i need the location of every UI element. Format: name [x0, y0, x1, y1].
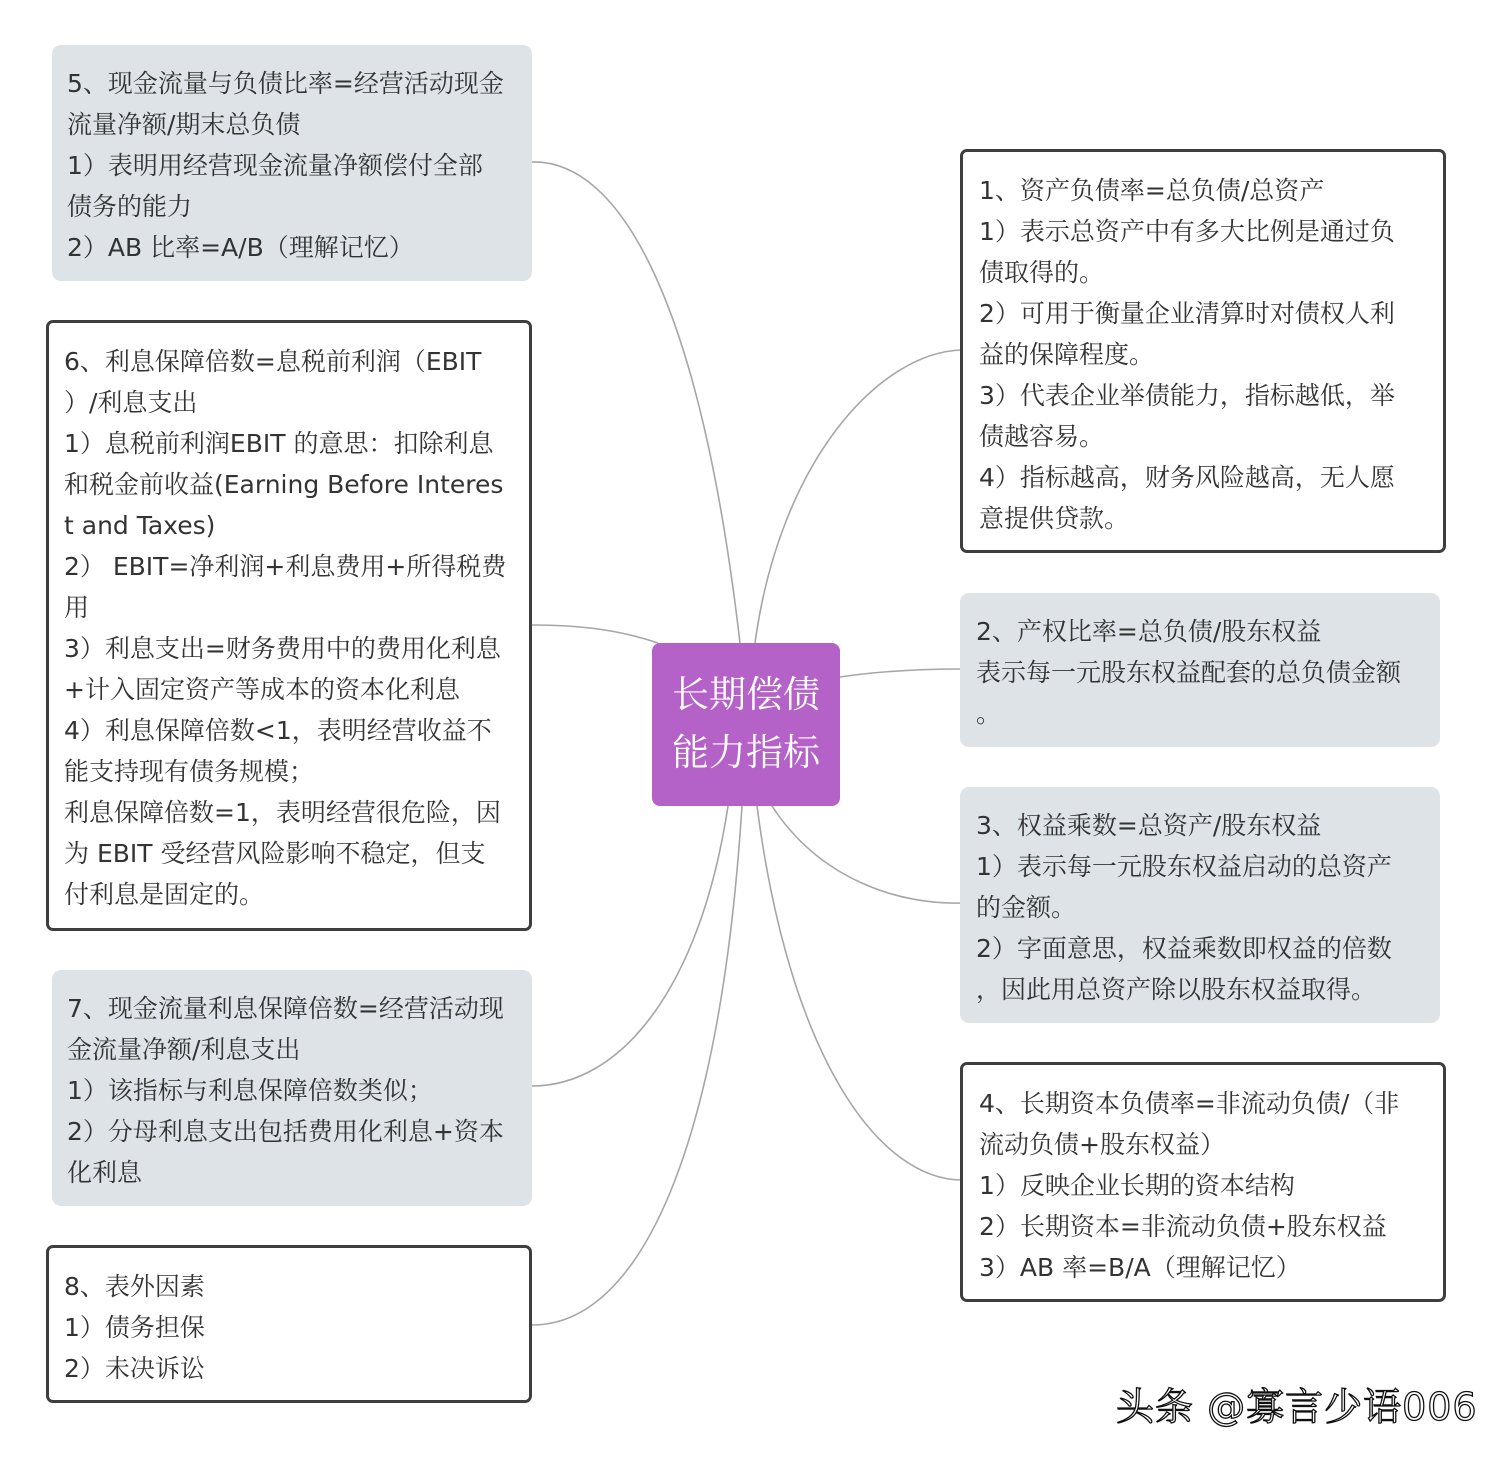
branch-7-title: 7、现金流量利息保障倍数=经营活动现: [67, 994, 504, 1023]
branch-4-line: 3）AB 率=B/A（理解记忆）: [979, 1253, 1301, 1282]
branch-4-title: 4、长期资本负债率=非流动负债/（非: [979, 1089, 1400, 1118]
branch-3-line: 1）表示每一元股东权益启动的总资产: [976, 852, 1392, 881]
branch-1-line: 益的保障程度。: [979, 340, 1155, 369]
center-topic[interactable]: [652, 643, 840, 806]
branch-2-line: 。: [976, 699, 1002, 728]
branch-6-line: 和税金前收益(Earning Before Interes: [64, 470, 504, 499]
branch-1-line: 债越容易。: [979, 422, 1105, 451]
connector-to-branch-1: [755, 350, 962, 643]
branch-2-title: 2、产权比率=总负债/股东权益: [976, 617, 1322, 646]
branch-5-line: 流量净额/期末总负债: [67, 110, 301, 139]
branch-6-line: ）/利息支出: [64, 388, 198, 417]
branch-6-line: 付利息是固定的。: [64, 880, 265, 909]
branch-1-line: 4）指标越高，财务风险越高，无人愿: [979, 463, 1395, 492]
branch-1-line: 1）表示总资产中有多大比例是通过负: [979, 217, 1395, 246]
branch-1-line: 3）代表企业举债能力，指标越低，举: [979, 381, 1395, 410]
center-topic-line-2: 能力指标: [672, 731, 820, 774]
branch-4-line: 1）反映企业长期的资本结构: [979, 1171, 1295, 1200]
connector-to-branch-3: [772, 806, 962, 903]
branch-6-line: +计入固定资产等成本的资本化利息: [64, 675, 460, 704]
branch-7-cash-flow-interest-coverage[interactable]: [52, 970, 532, 1206]
branch-7-line: 金流量净额/利息支出: [67, 1035, 301, 1064]
branch-1-title: 1、资产负债率=总负债/总资产: [979, 176, 1325, 205]
branch-3-line: ，因此用总资产除以股东权益取得。: [976, 975, 1377, 1004]
branch-2-equity-ratio[interactable]: [960, 593, 1440, 747]
branch-5-line: 2）AB 比率=A/B（理解记忆）: [67, 233, 414, 262]
branch-7-line: 化利息: [67, 1158, 143, 1187]
branch-8-off-balance-sheet-factors[interactable]: [46, 1245, 532, 1403]
branch-5-cash-flow-to-debt-ratio[interactable]: [52, 45, 532, 281]
branch-6-line: t and Taxes): [64, 511, 216, 540]
branch-1-line: 意提供贷款。: [979, 504, 1130, 533]
branch-1-line: 债取得的。: [979, 258, 1105, 287]
branch-4-line: 2）长期资本=非流动负债+股东权益: [979, 1212, 1387, 1241]
branch-7-line: 1）该指标与利息保障倍数类似；: [67, 1076, 433, 1105]
branch-5-line: 债务的能力: [67, 192, 193, 221]
branch-8-line: 1）债务担保: [64, 1313, 205, 1342]
connector-to-branch-7: [532, 806, 728, 1086]
connector-to-branch-4: [757, 806, 962, 1180]
branch-6-interest-coverage-ratio[interactable]: [46, 320, 532, 931]
branch-3-line: 2）字面意思，权益乘数即权益的倍数: [976, 934, 1392, 963]
branch-6-title: 6、利息保障倍数=息税前利润（EBIT: [64, 347, 482, 376]
connector-to-branch-5: [532, 162, 740, 643]
branch-8-line: 2）未决诉讼: [64, 1354, 205, 1383]
branch-1-line: 2）可用于衡量企业清算时对债权人利: [979, 299, 1395, 328]
branch-7-line: 2）分母利息支出包括费用化利息+资本: [67, 1117, 504, 1146]
branch-6-line: 用: [64, 593, 90, 622]
branch-6-line: 1）息税前利润EBIT 的意思：扣除利息: [64, 429, 494, 458]
branch-6-line: 3）利息支出=财务费用中的费用化利息: [64, 634, 501, 663]
branch-3-title: 3、权益乘数=总资产/股东权益: [976, 811, 1322, 840]
branch-4-long-term-capital-debt-ratio[interactable]: [960, 1062, 1446, 1302]
branch-3-line: 的金额。: [976, 893, 1077, 922]
connector-to-branch-2: [840, 669, 962, 677]
branch-5-title: 5、现金流量与负债比率=经营活动现金: [67, 69, 504, 98]
connector-to-branch-6: [532, 625, 658, 643]
branch-6-line: 能支持现有债务规模；: [64, 757, 315, 786]
connector-to-branch-8: [532, 806, 742, 1325]
branch-6-line: 为 EBIT 受经营风险影响不稳定，但支: [64, 839, 486, 868]
branch-6-line: 2） EBIT=净利润+利息费用+所得税费: [64, 552, 507, 581]
branch-4-line: 流动负债+股东权益）: [979, 1130, 1225, 1159]
branch-5-line: 1）表明用经营现金流量净额偿付全部: [67, 151, 483, 180]
center-topic-line-1: 长期偿债: [672, 673, 820, 716]
branch-2-line: 表示每一元股东权益配套的总负债金额: [976, 658, 1402, 687]
branch-6-line: 利息保障倍数=1，表明经营很危险，因: [64, 798, 501, 827]
branch-1-debt-to-asset-ratio[interactable]: [960, 149, 1446, 553]
branch-3-equity-multiplier[interactable]: [960, 787, 1440, 1023]
branch-6-line: 4）利息保障倍数<1，表明经营收益不: [64, 716, 492, 745]
branch-8-title: 8、表外因素: [64, 1272, 205, 1301]
watermark: 头条 @寡言少语006: [1116, 1385, 1478, 1429]
